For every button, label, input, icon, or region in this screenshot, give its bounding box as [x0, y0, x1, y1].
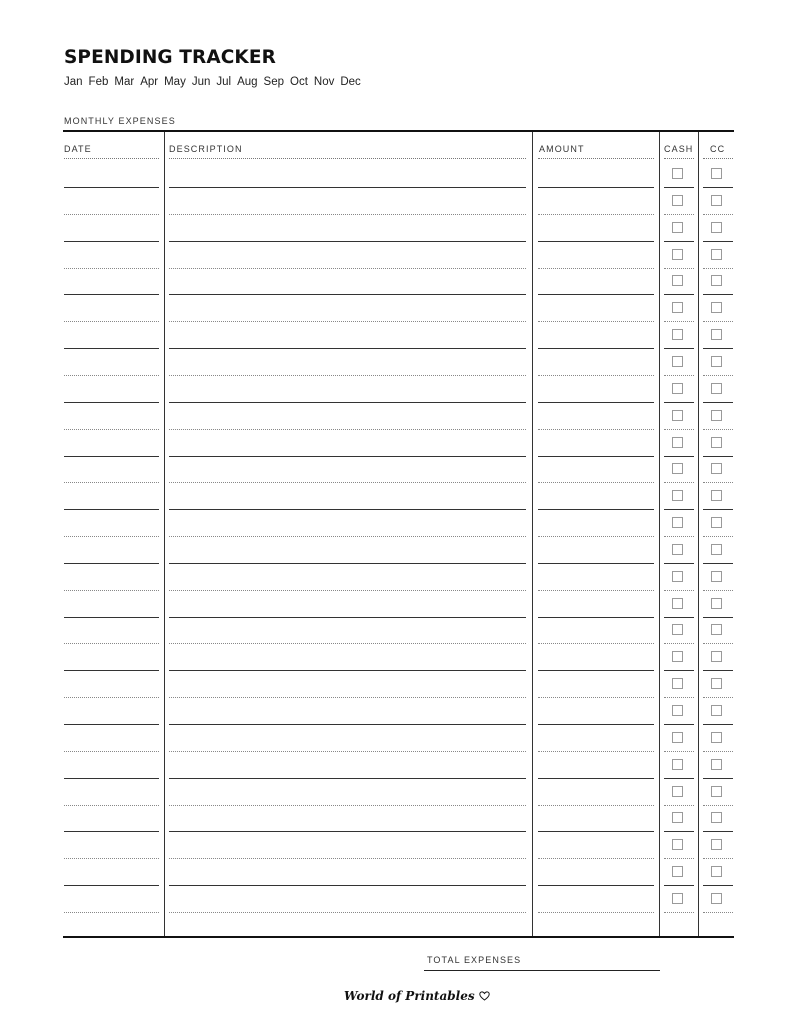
- checkbox-row-line: [664, 214, 694, 215]
- description-entry-line[interactable]: [169, 670, 526, 671]
- checkbox-row-line: [703, 751, 733, 752]
- checkbox-row-line: [703, 590, 733, 591]
- amount-entry-line[interactable]: [538, 456, 654, 457]
- month-dec[interactable]: Dec: [340, 76, 361, 88]
- date-entry-line[interactable]: [64, 241, 159, 242]
- cc-checkbox[interactable]: [711, 866, 722, 877]
- amount-entry-line[interactable]: [538, 214, 654, 215]
- checkbox-row-line: [703, 294, 733, 295]
- month-oct[interactable]: Oct: [290, 76, 308, 88]
- description-entry-line[interactable]: [169, 563, 526, 564]
- description-entry-line[interactable]: [169, 187, 526, 188]
- cc-checkbox[interactable]: [711, 195, 722, 206]
- amount-entry-line[interactable]: [538, 831, 654, 832]
- cc-checkbox[interactable]: [711, 786, 722, 797]
- checkbox-row-line: [664, 805, 694, 806]
- cc-checkbox[interactable]: [711, 759, 722, 770]
- column-divider: [164, 132, 165, 936]
- description-entry-line[interactable]: [169, 402, 526, 403]
- cash-checkbox[interactable]: [672, 490, 683, 501]
- checkbox-row-line: [664, 321, 694, 322]
- description-entry-line[interactable]: [169, 482, 526, 483]
- date-entry-line[interactable]: [64, 187, 159, 188]
- description-entry-line[interactable]: [169, 456, 526, 457]
- cc-checkbox[interactable]: [711, 732, 722, 743]
- cash-checkbox[interactable]: [672, 195, 683, 206]
- amount-entry-line[interactable]: [538, 778, 654, 779]
- amount-entry-line[interactable]: [538, 697, 654, 698]
- description-entry-line[interactable]: [169, 885, 526, 886]
- date-entry-line[interactable]: [64, 456, 159, 457]
- cc-checkbox[interactable]: [711, 275, 722, 286]
- description-entry-line[interactable]: [169, 697, 526, 698]
- cash-checkbox[interactable]: [672, 732, 683, 743]
- cc-checkbox[interactable]: [711, 678, 722, 689]
- checkbox-row-line: [664, 429, 694, 430]
- amount-entry-line[interactable]: [538, 563, 654, 564]
- cc-checkbox[interactable]: [711, 624, 722, 635]
- header-underline: [664, 158, 694, 159]
- date-entry-line[interactable]: [64, 617, 159, 618]
- amount-entry-line[interactable]: [538, 590, 654, 591]
- cc-checkbox[interactable]: [711, 705, 722, 716]
- checkbox-row-line: [664, 294, 694, 295]
- checkbox-row-line: [664, 885, 694, 886]
- checkbox-row-line: [703, 617, 733, 618]
- cc-checkbox[interactable]: [711, 544, 722, 555]
- column-header-cash: CASH: [664, 144, 694, 154]
- description-entry-line[interactable]: [169, 643, 526, 644]
- date-entry-line[interactable]: [64, 724, 159, 725]
- cash-checkbox[interactable]: [672, 705, 683, 716]
- description-entry-line[interactable]: [169, 241, 526, 242]
- date-entry-line[interactable]: [64, 268, 159, 269]
- total-expenses-label: TOTAL EXPENSES: [427, 955, 522, 965]
- total-expenses-field[interactable]: [424, 970, 660, 971]
- month-jan[interactable]: Jan: [64, 76, 83, 88]
- checkbox-row-line: [664, 724, 694, 725]
- cc-checkbox[interactable]: [711, 437, 722, 448]
- column-header-cc: CC: [710, 144, 726, 154]
- description-entry-line[interactable]: [169, 214, 526, 215]
- cash-checkbox[interactable]: [672, 598, 683, 609]
- cash-checkbox[interactable]: [672, 759, 683, 770]
- column-divider: [698, 132, 699, 936]
- checkbox-row-line: [664, 617, 694, 618]
- checkbox-row-line: [664, 670, 694, 671]
- cash-checkbox[interactable]: [672, 544, 683, 555]
- cash-checkbox[interactable]: [672, 786, 683, 797]
- amount-entry-line[interactable]: [538, 482, 654, 483]
- checkbox-row-line: [664, 456, 694, 457]
- checkbox-row-line: [703, 429, 733, 430]
- amount-entry-line[interactable]: [538, 912, 654, 913]
- description-entry-line[interactable]: [169, 912, 526, 913]
- date-entry-line[interactable]: [64, 375, 159, 376]
- checkbox-row-line: [703, 268, 733, 269]
- amount-entry-line[interactable]: [538, 187, 654, 188]
- cash-checkbox[interactable]: [672, 437, 683, 448]
- month-may[interactable]: May: [164, 76, 186, 88]
- checkbox-row-line: [703, 643, 733, 644]
- cc-checkbox[interactable]: [711, 893, 722, 904]
- checkbox-row-line: [703, 348, 733, 349]
- checkbox-row-line: [703, 563, 733, 564]
- page-title: SPENDING TRACKER: [64, 47, 276, 68]
- cc-checkbox[interactable]: [711, 329, 722, 340]
- checkbox-row-line: [664, 590, 694, 591]
- cc-checkbox[interactable]: [711, 249, 722, 260]
- description-entry-line[interactable]: [169, 348, 526, 349]
- cash-checkbox[interactable]: [672, 275, 683, 286]
- cc-checkbox[interactable]: [711, 410, 722, 421]
- month-apr[interactable]: Apr: [140, 76, 159, 88]
- amount-entry-line[interactable]: [538, 268, 654, 269]
- date-entry-line[interactable]: [64, 912, 159, 913]
- column-header-description: DESCRIPTION: [169, 144, 243, 154]
- checkbox-row-line: [664, 912, 694, 913]
- month-list: [64, 76, 361, 88]
- date-entry-line[interactable]: [64, 885, 159, 886]
- brand-logo: [344, 989, 490, 1003]
- date-entry-line[interactable]: [64, 670, 159, 671]
- cc-checkbox[interactable]: [711, 168, 722, 179]
- cash-checkbox[interactable]: [672, 249, 683, 260]
- checkbox-row-line: [703, 241, 733, 242]
- amount-entry-line[interactable]: [538, 751, 654, 752]
- amount-entry-line[interactable]: [538, 536, 654, 537]
- section-label: MONTHLY EXPENSES: [64, 116, 176, 126]
- cc-checkbox[interactable]: [711, 839, 722, 850]
- checkbox-row-line: [664, 536, 694, 537]
- checkbox-row-line: [703, 831, 733, 832]
- cash-checkbox[interactable]: [672, 222, 683, 233]
- description-entry-line[interactable]: [169, 617, 526, 618]
- cash-checkbox[interactable]: [672, 383, 683, 394]
- description-entry-line[interactable]: [169, 751, 526, 752]
- header-underline: [169, 158, 526, 159]
- column-header-date: DATE: [64, 144, 92, 154]
- checkbox-row-line: [703, 724, 733, 725]
- amount-entry-line[interactable]: [538, 241, 654, 242]
- checkbox-row-line: [703, 858, 733, 859]
- date-entry-line[interactable]: [64, 831, 159, 832]
- checkbox-row-line: [703, 456, 733, 457]
- amount-entry-line[interactable]: [538, 321, 654, 322]
- description-entry-line[interactable]: [169, 831, 526, 832]
- month-sep[interactable]: Sep: [263, 76, 285, 88]
- checkbox-row-line: [664, 241, 694, 242]
- date-entry-line[interactable]: [64, 858, 159, 859]
- date-entry-line[interactable]: [64, 563, 159, 564]
- cc-checkbox[interactable]: [711, 356, 722, 367]
- cc-checkbox[interactable]: [711, 651, 722, 662]
- cc-checkbox[interactable]: [711, 571, 722, 582]
- month-nov[interactable]: Nov: [313, 76, 335, 88]
- month-jul[interactable]: Jul: [216, 76, 232, 88]
- checkbox-row-line: [703, 375, 733, 376]
- cc-checkbox[interactable]: [711, 222, 722, 233]
- amount-entry-line[interactable]: [538, 429, 654, 430]
- cash-checkbox[interactable]: [672, 410, 683, 421]
- cash-checkbox[interactable]: [672, 893, 683, 904]
- expenses-table: [63, 130, 734, 938]
- cash-checkbox[interactable]: [672, 517, 683, 528]
- checkbox-row-line: [664, 268, 694, 269]
- description-entry-line[interactable]: [169, 536, 526, 537]
- date-entry-line[interactable]: [64, 697, 159, 698]
- date-entry-line[interactable]: [64, 214, 159, 215]
- cash-checkbox[interactable]: [672, 812, 683, 823]
- checkbox-row-line: [703, 885, 733, 886]
- cash-checkbox[interactable]: [672, 571, 683, 582]
- checkbox-row-line: [664, 402, 694, 403]
- checkbox-row-line: [703, 402, 733, 403]
- description-entry-line[interactable]: [169, 724, 526, 725]
- checkbox-row-line: [703, 697, 733, 698]
- checkbox-row-line: [664, 187, 694, 188]
- amount-entry-line[interactable]: [538, 294, 654, 295]
- checkbox-row-line: [664, 375, 694, 376]
- column-divider: [659, 132, 660, 936]
- cash-checkbox[interactable]: [672, 463, 683, 474]
- amount-entry-line[interactable]: [538, 885, 654, 886]
- amount-entry-line[interactable]: [538, 402, 654, 403]
- date-entry-line[interactable]: [64, 482, 159, 483]
- checkbox-row-line: [703, 509, 733, 510]
- description-entry-line[interactable]: [169, 268, 526, 269]
- amount-entry-line[interactable]: [538, 670, 654, 671]
- date-entry-line[interactable]: [64, 348, 159, 349]
- header-underline: [703, 158, 733, 159]
- brand-name: World of Printables: [344, 989, 475, 1003]
- cash-checkbox[interactable]: [672, 356, 683, 367]
- description-entry-line[interactable]: [169, 778, 526, 779]
- amount-entry-line[interactable]: [538, 805, 654, 806]
- checkbox-row-line: [703, 805, 733, 806]
- header-underline: [64, 158, 159, 159]
- header-underline: [538, 158, 654, 159]
- amount-entry-line[interactable]: [538, 643, 654, 644]
- description-entry-line[interactable]: [169, 858, 526, 859]
- date-entry-line[interactable]: [64, 590, 159, 591]
- date-entry-line[interactable]: [64, 509, 159, 510]
- cc-checkbox[interactable]: [711, 490, 722, 501]
- checkbox-row-line: [664, 858, 694, 859]
- description-entry-line[interactable]: [169, 294, 526, 295]
- amount-entry-line[interactable]: [538, 509, 654, 510]
- cc-checkbox[interactable]: [711, 517, 722, 528]
- checkbox-row-line: [703, 912, 733, 913]
- amount-entry-line[interactable]: [538, 375, 654, 376]
- month-mar[interactable]: Mar: [114, 76, 135, 88]
- checkbox-row-line: [703, 214, 733, 215]
- checkbox-row-line: [703, 482, 733, 483]
- date-entry-line[interactable]: [64, 429, 159, 430]
- date-entry-line[interactable]: [64, 778, 159, 779]
- checkbox-row-line: [664, 751, 694, 752]
- description-entry-line[interactable]: [169, 429, 526, 430]
- date-entry-line[interactable]: [64, 751, 159, 752]
- checkbox-row-line: [664, 831, 694, 832]
- description-entry-line[interactable]: [169, 321, 526, 322]
- checkbox-row-line: [664, 563, 694, 564]
- cash-checkbox[interactable]: [672, 678, 683, 689]
- description-entry-line[interactable]: [169, 805, 526, 806]
- checkbox-row-line: [664, 348, 694, 349]
- cash-checkbox[interactable]: [672, 329, 683, 340]
- description-entry-line[interactable]: [169, 590, 526, 591]
- checkbox-row-line: [664, 482, 694, 483]
- amount-entry-line[interactable]: [538, 858, 654, 859]
- checkbox-row-line: [703, 321, 733, 322]
- cash-checkbox[interactable]: [672, 866, 683, 877]
- date-entry-line[interactable]: [64, 805, 159, 806]
- checkbox-row-line: [703, 536, 733, 537]
- month-aug[interactable]: Aug: [237, 76, 258, 88]
- checkbox-row-line: [664, 643, 694, 644]
- column-divider: [532, 132, 533, 936]
- checkbox-row-line: [664, 509, 694, 510]
- date-entry-line[interactable]: [64, 294, 159, 295]
- checkbox-row-line: [664, 778, 694, 779]
- cash-checkbox[interactable]: [672, 839, 683, 850]
- date-entry-line[interactable]: [64, 321, 159, 322]
- cash-checkbox[interactable]: [672, 624, 683, 635]
- amount-entry-line[interactable]: [538, 617, 654, 618]
- cash-checkbox[interactable]: [672, 302, 683, 313]
- date-entry-line[interactable]: [64, 643, 159, 644]
- amount-entry-line[interactable]: [538, 348, 654, 349]
- amount-entry-line[interactable]: [538, 724, 654, 725]
- date-entry-line[interactable]: [64, 402, 159, 403]
- column-header-amount: AMOUNT: [539, 144, 585, 154]
- date-entry-line[interactable]: [64, 536, 159, 537]
- cc-checkbox[interactable]: [711, 598, 722, 609]
- checkbox-row-line: [703, 778, 733, 779]
- description-entry-line[interactable]: [169, 509, 526, 510]
- checkbox-row-line: [664, 697, 694, 698]
- cc-checkbox[interactable]: [711, 463, 722, 474]
- cc-checkbox[interactable]: [711, 383, 722, 394]
- heart-icon: [479, 991, 490, 1001]
- cash-checkbox[interactable]: [672, 168, 683, 179]
- checkbox-row-line: [703, 187, 733, 188]
- cc-checkbox[interactable]: [711, 812, 722, 823]
- cash-checkbox[interactable]: [672, 651, 683, 662]
- month-jun[interactable]: Jun: [191, 76, 211, 88]
- checkbox-row-line: [703, 670, 733, 671]
- cc-checkbox[interactable]: [711, 302, 722, 313]
- month-feb[interactable]: Feb: [88, 76, 109, 88]
- description-entry-line[interactable]: [169, 375, 526, 376]
